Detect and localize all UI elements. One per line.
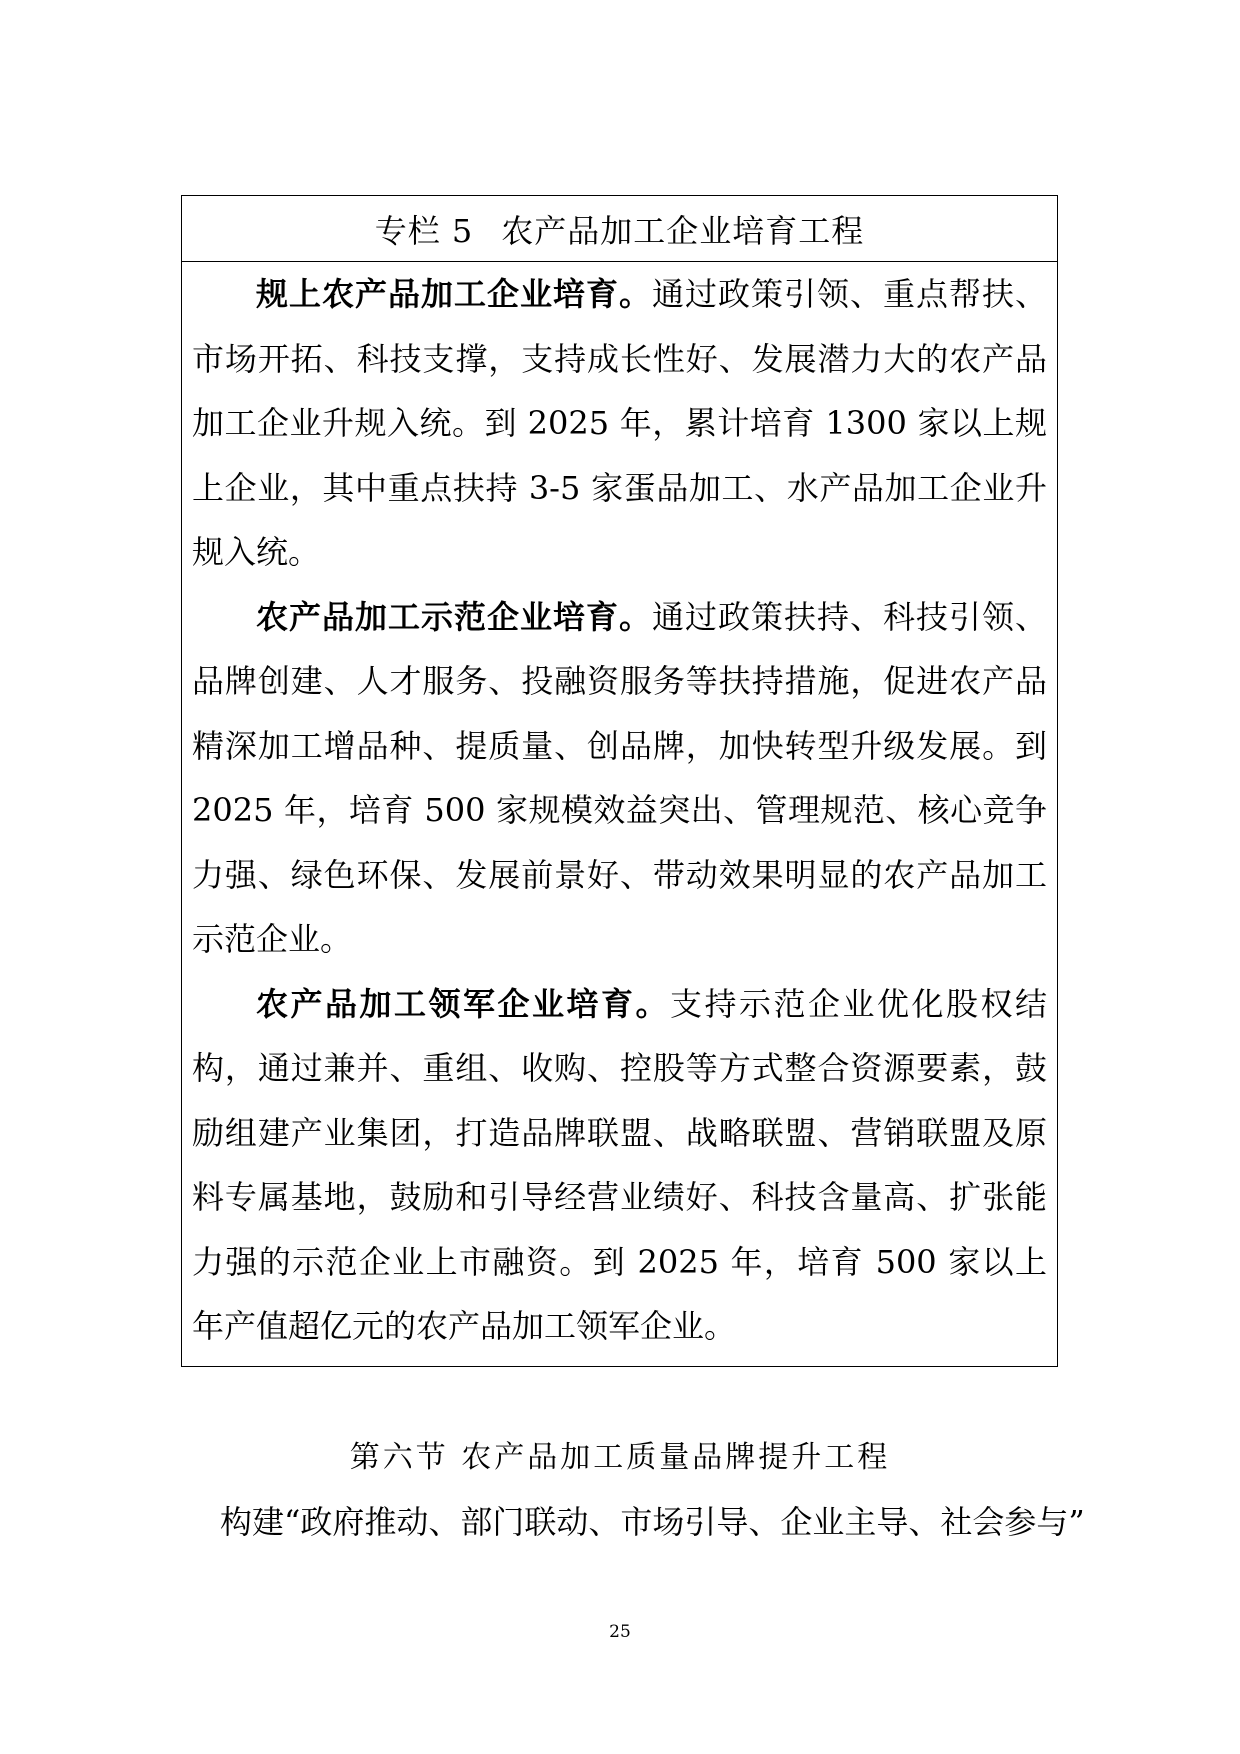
paragraph-text: 通过政策扶持、科技引领、品牌创建、人才服务、投融资服务等扶持措施，促进农产品精深加工增品种、提质量、创品牌，加快转型升级发展。到 2025 年，培育 500 家规模效益突出、管理规范、核心竞争力强、绿色环保、发展前景好、带动效果明显的农产品加工示范企业。 xyxy=(192,597,1047,958)
paragraph-heading: 农产品加工领军企业培育。 xyxy=(256,984,670,1023)
paragraph-regulated-enterprises xyxy=(192,262,1047,585)
section-heading: 第六节 农产品加工质量品牌提升工程 xyxy=(349,1440,891,1475)
paragraph-heading: 农产品加工示范企业培育。 xyxy=(256,597,652,636)
paragraph-text: 支持示范企业优化股权结构，通过兼并、重组、收购、控股等方式整合资源要素，鼓励组建产业集团，打造品牌联盟、战略联盟、营销联盟及原料专属基地，鼓励和引导经营业绩好、科技含量高、扩张能力强的示范企业上市融资。到 2025 年，培育 500 家以上年产值超亿元的农产品加工领军企业。 xyxy=(192,984,1047,1345)
paragraph-leading-enterprises xyxy=(192,972,1047,1359)
page-number: 25 xyxy=(609,1622,631,1642)
body-text-line: 构建“政府推动、部门联动、市场引导、企业主导、社会参与” xyxy=(220,1503,1085,1541)
special-column-box xyxy=(181,195,1058,1367)
paragraph-heading: 规上农产品加工企业培育。 xyxy=(256,275,652,313)
box-body xyxy=(182,262,1057,1359)
box-title xyxy=(182,196,1057,262)
box-label: 专栏 5 xyxy=(374,211,474,250)
box-title-text: 农产品加工企业培育工程 xyxy=(501,211,865,250)
paragraph-demonstration-enterprises xyxy=(192,585,1047,972)
paragraph-text: 通过政策引领、重点帮扶、市场开拓、科技支撑，支持成长性好、发展潜力大的农产品加工企业升规入统。到 2025 年，累计培育 1300 家以上规上企业，其中重点扶持 3-5 家蛋品加工、水产品加工企业升规入统。 xyxy=(192,275,1047,571)
